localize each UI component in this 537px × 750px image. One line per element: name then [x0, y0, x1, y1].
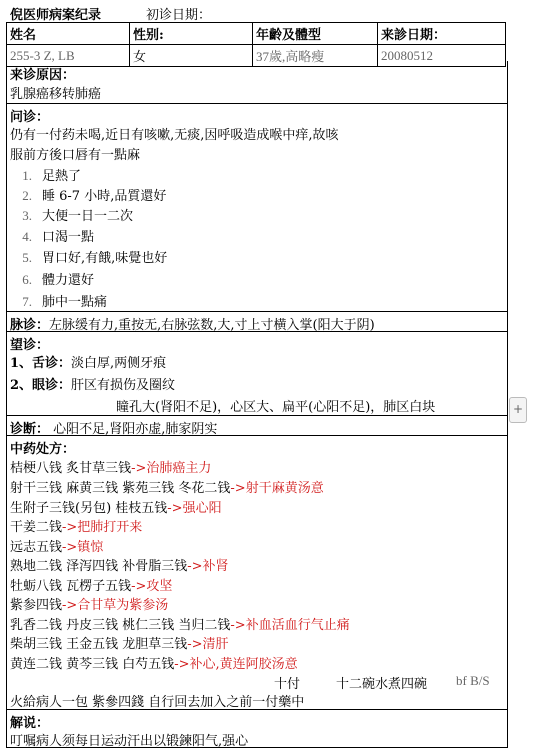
prescription-title: 中药处方： — [10, 442, 76, 457]
header-age-build: 年齡及體型 — [253, 23, 378, 45]
inquiry-title: 问诊： — [10, 110, 50, 125]
explanation-text: 叮嘱病人须每日运动汗出以锻鍊阳气,强心 — [10, 734, 249, 749]
list-item — [10, 633, 229, 652]
pulse-text: 左脉缓有力,重按无,右脉弦数,大,寸上寸横入掌(阳大于阴) — [49, 318, 375, 333]
list-item-number: 5. — [22, 250, 32, 265]
herb-line: 柴胡三钱 王金五钱 龙胆草三钱 — [10, 637, 188, 652]
list-item — [10, 457, 211, 476]
tongue-row — [10, 352, 166, 371]
herb-line: 远志五钱 — [10, 540, 63, 555]
header-name: 姓名 — [7, 23, 130, 45]
list-item — [10, 653, 298, 672]
record-title: 倪医师病案纪录 — [10, 8, 102, 23]
visit-date: 20080512 — [378, 45, 506, 67]
header-sex: 性别: — [130, 23, 253, 45]
list-item-text: 胃口好,有餓,味覺也好 — [42, 251, 168, 266]
eye-text-line-2: 瞳孔大(肾阳不足)，心区大、扁平(心阳不足)，肺区白块 — [116, 400, 436, 415]
pulse-title: 脉诊： — [10, 318, 50, 333]
patient-sex: 女 — [130, 45, 253, 67]
herb-line: 射干三钱 麻黄三钱 紫苑三钱 冬花二钱 — [10, 481, 231, 496]
herb-line: 生附子三钱(另包) 桂枝五钱 — [10, 501, 168, 516]
list-item — [10, 185, 166, 204]
reason-title: 来诊原因： — [10, 68, 76, 83]
herb-note: ->治肺癌主力 — [131, 461, 212, 476]
herb-line: 牡蛎八钱 瓦楞子五钱 — [10, 579, 132, 594]
eye-text: 肝区有损伤及圈纹 — [71, 378, 176, 393]
eye-row — [10, 374, 175, 393]
list-item-number: 1. — [22, 168, 32, 183]
herb-note: ->清肝 — [187, 637, 229, 652]
pulse-row — [10, 314, 375, 333]
diagnosis-title: 诊断： — [10, 422, 50, 437]
herb-note: ->补肾 — [187, 559, 229, 574]
explanation-title: 解说： — [10, 716, 50, 731]
list-item-text: 肺中一點痛 — [42, 295, 108, 310]
patient-age-build: 37歲,高略瘦 — [253, 45, 378, 67]
list-item — [10, 516, 142, 535]
list-item — [10, 555, 229, 574]
header-visit-date: 来診日期： — [378, 23, 506, 45]
list-item — [10, 165, 81, 184]
tongue-label: 1、舌诊： — [10, 356, 72, 371]
patient-id: 255-3 Z, LB — [7, 45, 130, 67]
list-item-text: 睡 6-7 小時,品質還好 — [42, 189, 167, 204]
list-item-text: 體力還好 — [42, 273, 95, 288]
list-item-text: 口渴一點 — [42, 230, 95, 245]
table-header-row — [7, 23, 506, 45]
list-item-number: 6. — [22, 272, 32, 287]
first-visit-label: 初诊日期： — [146, 8, 212, 23]
herb-line: 桔梗八钱 炙甘草三钱 — [10, 461, 132, 476]
reason-text: 乳腺癌移转肺癌 — [10, 87, 102, 102]
herb-line: 紫参四钱 — [10, 598, 63, 613]
list-item-number: 3. — [22, 208, 32, 223]
inquiry-line-1: 仍有一付药未喝,近日有咳嗽,无痰,因呼吸造成喉中痒,故咳 — [10, 128, 339, 143]
diagnosis-text: 心阳不足,肾阳亦虚,肺家阴实 — [53, 422, 218, 437]
list-item-text: 足熱了 — [42, 169, 82, 184]
list-item — [10, 614, 350, 633]
herb-note: ->攻坚 — [131, 579, 173, 594]
list-item-number: 2. — [22, 188, 32, 203]
list-item-number: 4. — [22, 229, 32, 244]
list-item-text: 大便一日一二次 — [42, 209, 134, 224]
dosage: 十付 — [274, 677, 301, 692]
diagnosis-row — [10, 418, 217, 437]
list-item — [10, 594, 168, 613]
list-item-number: 7. — [22, 294, 32, 309]
list-item — [10, 536, 103, 555]
herb-line: 乳香二钱 丹皮三钱 桃仁三钱 当归二钱 — [10, 618, 231, 633]
herb-note: ->把肺打开来 — [62, 520, 143, 535]
list-item — [10, 226, 94, 245]
inspection-title: 望诊： — [10, 338, 50, 353]
herb-note: ->强心阳 — [167, 501, 222, 516]
signature: bf B/S — [456, 673, 490, 688]
herb-note: ->合甘草为紫参汤 — [62, 598, 169, 613]
list-item — [10, 291, 107, 310]
herb-note: ->补血活血行气止痛 — [230, 618, 350, 633]
tongue-text: 淡白厚,两侧牙痕 — [71, 356, 167, 371]
list-item — [10, 205, 133, 224]
list-item — [10, 269, 94, 288]
herb-line: 熟地二钱 泽泻四钱 补骨脂三钱 — [10, 559, 188, 574]
list-item — [10, 477, 324, 496]
herb-note: ->射干麻黄汤意 — [230, 481, 324, 496]
add-button[interactable]: + — [509, 397, 527, 423]
herb-line: 黄连二钱 黄芩三钱 白芍五钱 — [10, 657, 175, 672]
extra-instruction: 火給病人一包 紫參四錢 自行回去加入之前一付藥中 — [10, 695, 305, 710]
list-item — [10, 247, 167, 266]
decoction-instruction: 十二碗水煮四碗 — [336, 677, 428, 692]
list-item — [10, 575, 172, 594]
herb-note: ->补心,黄连阿胶汤意 — [174, 657, 298, 672]
eye-label: 2、眼诊： — [10, 378, 72, 393]
herb-note: ->镇惊 — [62, 540, 104, 555]
list-item — [10, 497, 222, 516]
herb-line: 干姜二钱 — [10, 520, 63, 535]
inquiry-line-2: 服前方後口唇有一點麻 — [10, 148, 141, 163]
